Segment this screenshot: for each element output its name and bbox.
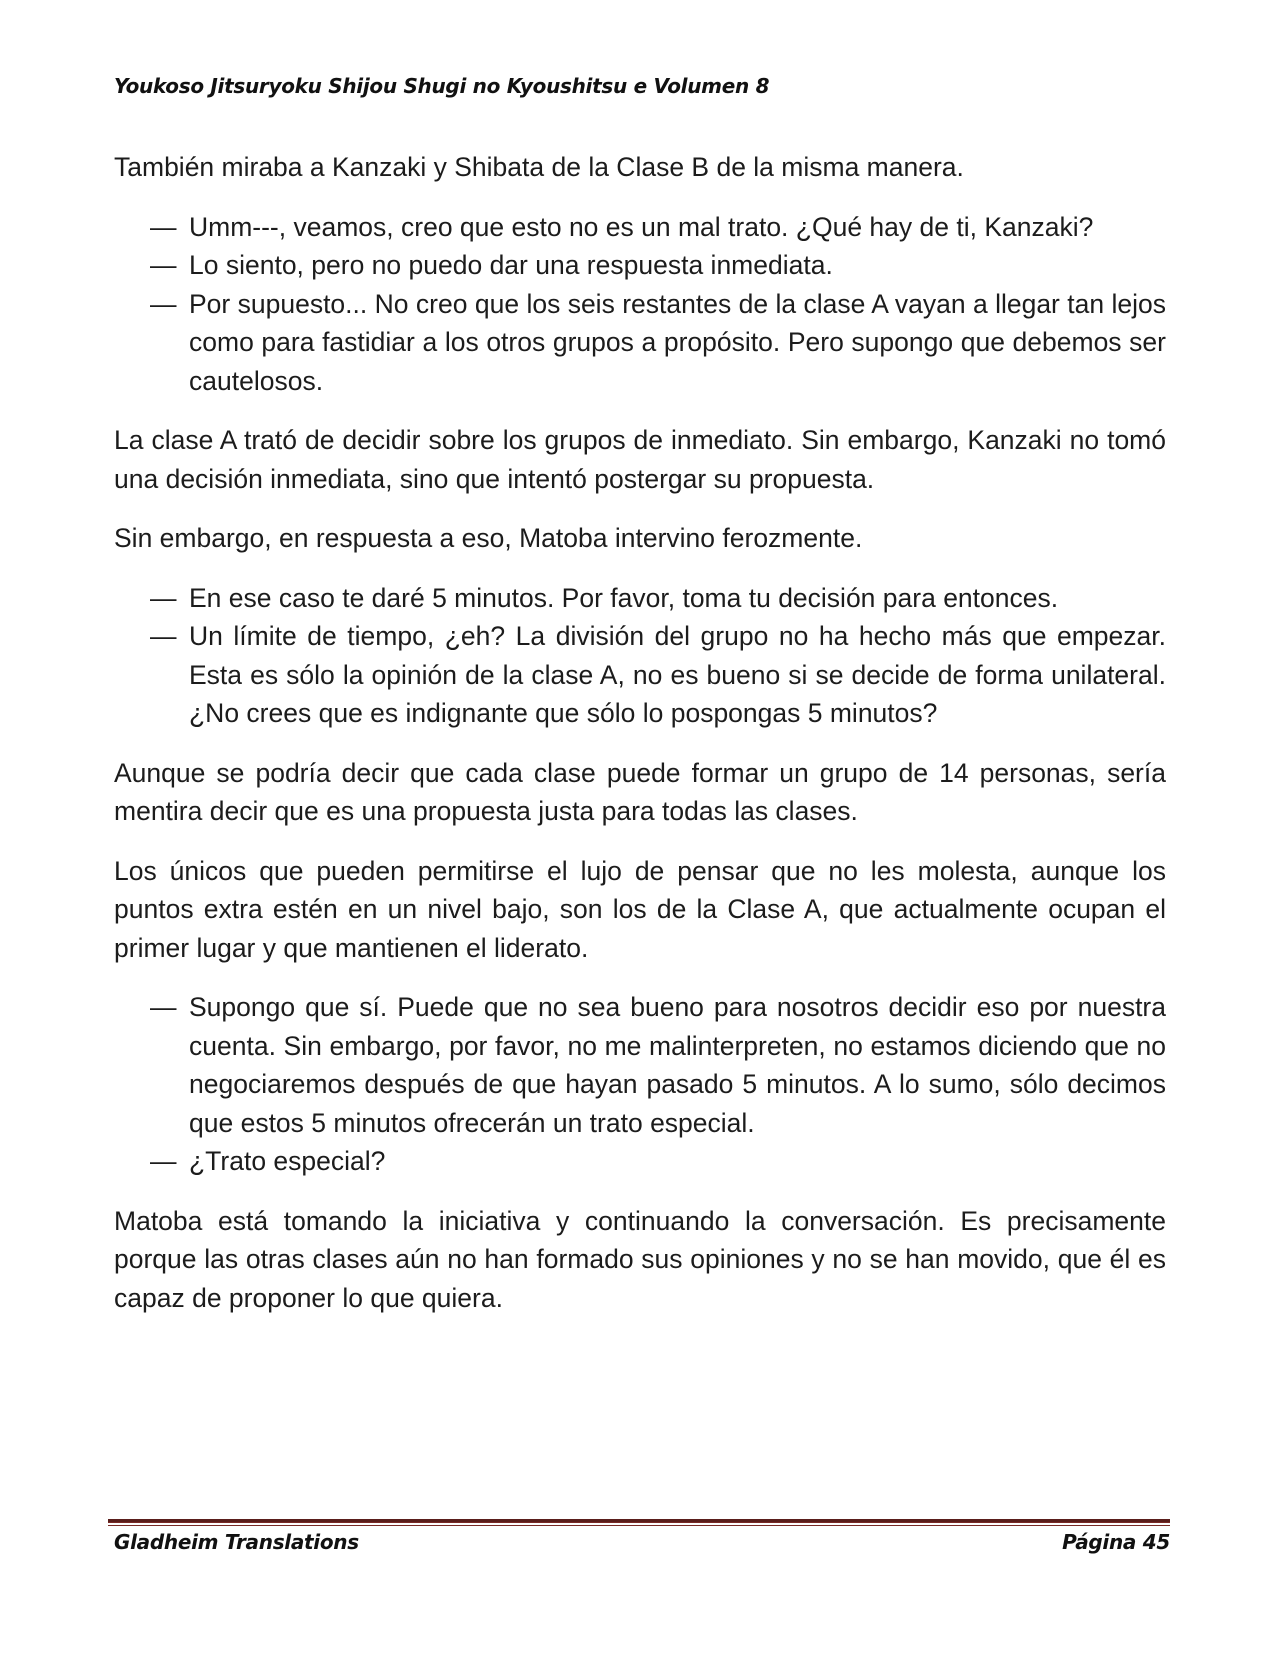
footer-rule <box>108 1519 1170 1523</box>
dialogue-block <box>114 208 1166 401</box>
paragraph: También miraba a Kanzaki y Shibata de la Clase B de la misma manera. <box>114 152 964 182</box>
paragraph: Sin embargo, en respuesta a eso, Matoba intervino ferozmente. <box>114 523 863 553</box>
dash-glyph: — <box>150 250 177 280</box>
dialogue-line <box>114 988 1166 1142</box>
dialogue-text: En ese caso te daré 5 minutos. Por favor, toma tu decisión para entonces. <box>189 582 1059 613</box>
dialogue-line <box>114 285 1166 401</box>
dialogue-line <box>114 246 1166 285</box>
page-body <box>114 148 1166 1338</box>
paragraph: Matoba está tomando la iniciativa y continuando la conversación. Es precisamente porque las otras clases aún no han formado sus opiniones y no se han movido, que él es capaz de proponer lo que quiera. <box>114 1205 1166 1313</box>
dialogue-text: ¿Trato especial? <box>189 1146 386 1176</box>
dialogue-block <box>114 579 1166 733</box>
paragraph: Aunque se podría decir que cada clase puede formar un grupo de 14 personas, sería mentira decir que es una propuesta justa para todas las clases. <box>114 757 1166 826</box>
dialogue-text: Un límite de tiempo, ¿eh? La división del grupo no ha hecho más que empezar. Esta es sólo la opinión de la clase A, no es bueno si se decide de forma unilateral. ¿No crees que es indignante que sólo lo pospongas 5 minutos? <box>189 621 1166 728</box>
paragraph: La clase A trató de decidir sobre los grupos de inmediato. Sin embargo, Kanzaki no tomó una decisión inmediata, sino que intentó postergar su propuesta. <box>114 425 1166 494</box>
dash-glyph: — <box>150 211 177 242</box>
dialogue-text: Por supuesto... No creo que los seis restantes de la clase A vayan a llegar tan lejos como para fastidiar a los otros grupos a propósito. Pero supongo que debemos ser cautelosos. <box>189 288 1166 396</box>
dialogue-line <box>114 579 1166 618</box>
dash-glyph: — <box>150 288 177 319</box>
footer-credit: Gladheim Translations <box>114 1530 359 1554</box>
paragraph: Los únicos que pueden permitirse el lujo de pensar que no les molesta, aunque los puntos extra estén en un nivel bajo, son los de la Clase A, que actualmente ocupan el primer lugar y que mantienen el liderato. <box>114 855 1166 963</box>
dash-glyph: — <box>150 1146 177 1176</box>
dialogue-text: Lo siento, pero no puedo dar una respuesta inmediata. <box>189 250 833 280</box>
dash-glyph: — <box>150 582 177 613</box>
running-header: Youkoso Jitsuryoku Shijou Shugi no Kyoushitsu e Volumen 8 <box>114 74 770 98</box>
dialogue-line <box>114 617 1166 733</box>
dialogue-line <box>114 208 1166 247</box>
dialogue-line <box>114 1142 1166 1181</box>
dialogue-text: Supongo que sí. Puede que no sea bueno para nosotros decidir eso por nuestra cuenta. Sin embargo, por favor, no me malinterpreten, no estamos diciendo que no negociaremos después de que hayan pasado 5 minutos. A lo sumo, sólo decimos que estos 5 minutos ofrecerán un trato especial. <box>189 992 1166 1138</box>
dialogue-block <box>114 988 1166 1181</box>
dash-glyph: — <box>150 992 177 1022</box>
page-number: Página 45 <box>1062 1530 1170 1554</box>
footer-rule-thin <box>108 1525 1170 1526</box>
dash-glyph: — <box>150 621 177 651</box>
dialogue-text: Umm---, veamos, creo que esto no es un mal trato. ¿Qué hay de ti, Kanzaki? <box>189 211 1094 242</box>
